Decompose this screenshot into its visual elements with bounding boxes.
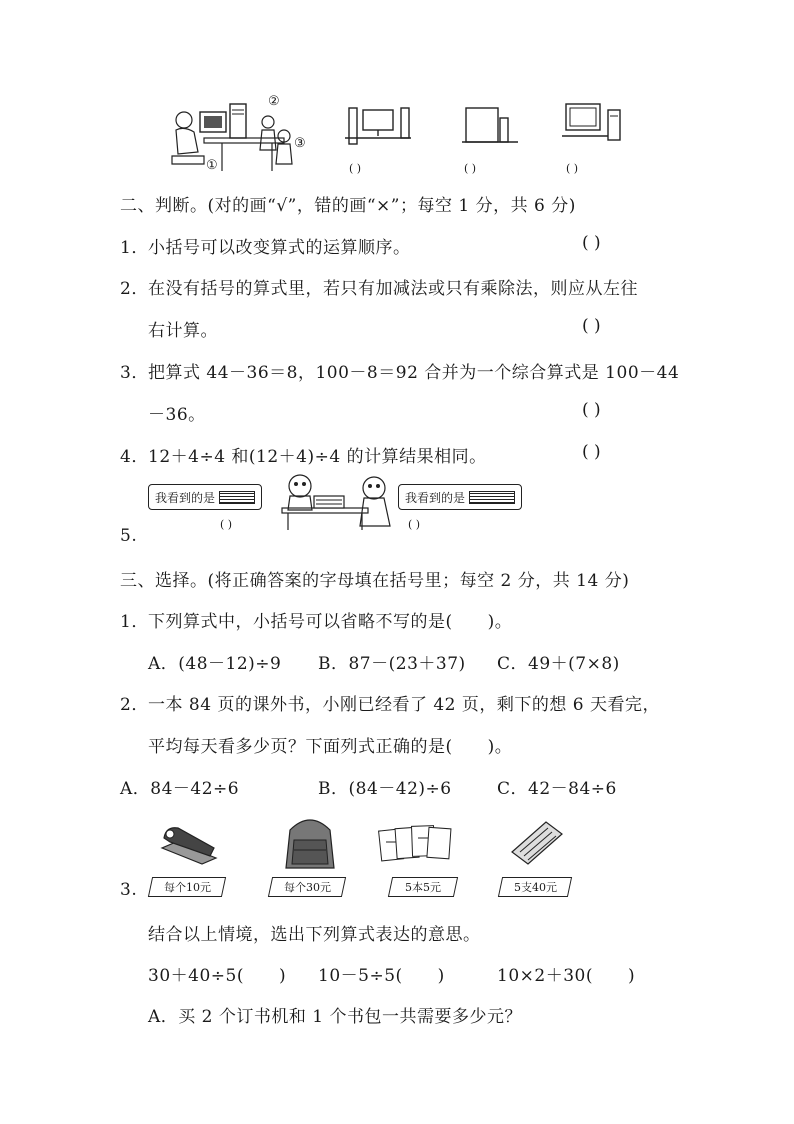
s2-q2-answer-paren[interactable]: ( ) <box>582 316 601 336</box>
left-speech-text: 我看到的是 <box>155 490 216 505</box>
s3-q3-expr-3[interactable]: 10×2＋30( ) <box>497 966 636 986</box>
label-3: ③ <box>294 136 306 151</box>
view-1-paren[interactable]: ( ) <box>349 162 362 175</box>
s2-q1-number: 1． <box>120 238 149 258</box>
computer-scene-icon <box>164 96 314 176</box>
notebooks-icon <box>378 822 458 872</box>
section-3-title: 三、选择。(将正确答案的字母填在括号里；每空 2 分，共 14 分) <box>120 571 630 591</box>
price-tag-stapler: 每个10元 <box>148 877 226 897</box>
book-stack-icon <box>219 491 255 504</box>
s3-q1-text: 下列算式中，小括号可以省略不写的是( )。 <box>148 612 513 632</box>
s3-q3-option-a: A．买 2 个订书机和 1 个书包一共需要多少元？ <box>148 1007 523 1027</box>
s2-q3-text-cont: －36。 <box>148 405 206 425</box>
s2-q4-answer-paren[interactable]: ( ) <box>582 442 601 462</box>
s3-q2-text-cont: 平均每天看多少页？下面列式正确的是( )。 <box>148 737 513 757</box>
side-view-icon <box>462 104 518 148</box>
s3-q2-option-b: B．(84－42)÷6 <box>318 779 452 799</box>
view-option-3 <box>562 102 628 148</box>
view-option-2 <box>462 104 518 148</box>
notebooks-image <box>378 822 458 872</box>
backpack-image <box>280 810 340 874</box>
right-speech-text: 我看到的是 <box>405 490 466 505</box>
s3-q1-number: 1． <box>120 612 149 632</box>
label-1: ① <box>206 158 218 173</box>
s2-q1-answer-paren[interactable]: ( ) <box>582 233 601 253</box>
top-view-icon <box>562 102 628 148</box>
s2-q4-text: 12＋4÷4 和(12＋4)÷4 的计算结果相同。 <box>148 447 487 467</box>
s2-q5-left-paren[interactable]: ( ) <box>220 518 233 531</box>
s2-q5-number: 5. <box>120 526 138 546</box>
view-option-1 <box>345 104 411 148</box>
kids-at-table-illustration <box>278 470 400 532</box>
backpack-icon <box>280 810 340 874</box>
s2-q2-text-cont: 右计算。 <box>148 321 218 341</box>
s3-q3-expr-2[interactable]: 10－5÷5( ) <box>318 966 445 986</box>
s3-q3-number: 3. <box>120 880 138 900</box>
section-2-title: 二、判断。(对的画“√”，错的画“×”；每空 1 分，共 6 分) <box>120 196 576 216</box>
pens-icon <box>506 816 568 872</box>
s2-q2-text: 在没有括号的算式里，若只有加减法或只有乘除法，则应从左往 <box>148 279 638 299</box>
s3-q2-option-c: C．42－84÷6 <box>497 779 617 799</box>
s3-q1-option-b: B．87－(23＋37) <box>318 654 466 674</box>
stapler-image <box>158 818 220 870</box>
view-3-paren[interactable]: ( ) <box>566 162 579 175</box>
s3-q1-option-c: C．49＋(7×8) <box>497 654 620 674</box>
s2-q3-number: 3． <box>120 363 149 383</box>
s3-q2-option-a: A．84－42÷6 <box>120 779 240 799</box>
pens-image <box>506 816 568 872</box>
right-speech-bubble <box>398 484 522 510</box>
price-tag-notebooks: 5本5元 <box>388 877 458 897</box>
s3-q2-number: 2． <box>120 695 149 715</box>
s3-q3-intro: 结合以上情境，选出下列算式表达的意思。 <box>148 925 481 945</box>
left-speech-bubble <box>148 484 262 510</box>
s3-q2-text: 一本 84 页的课外书，小刚已经看了 42 页，剩下的想 6 天看完， <box>148 695 661 715</box>
price-tag-backpack: 每个30元 <box>268 877 346 897</box>
two-kids-icon <box>278 470 400 532</box>
s2-q5-right-paren[interactable]: ( ) <box>408 518 421 531</box>
stapler-icon <box>158 818 220 870</box>
price-tag-pens: 5支40元 <box>498 877 572 897</box>
label-2: ② <box>268 94 280 109</box>
s3-q3-expr-1[interactable]: 30＋40÷5( ) <box>148 966 287 986</box>
scene-illustration <box>164 96 314 176</box>
s2-q3-text: 把算式 44－36＝8，100－8＝92 合并为一个综合算式是 100－44 <box>148 363 680 383</box>
s2-q1-text: 小括号可以改变算式的运算顺序。 <box>148 238 411 258</box>
s2-q3-answer-paren[interactable]: ( ) <box>582 400 601 420</box>
s2-q2-number: 2． <box>120 279 149 299</box>
s3-q1-option-a: A．(48－12)÷9 <box>148 654 282 674</box>
s2-q4-number: 4． <box>120 447 149 467</box>
view-2-paren[interactable]: ( ) <box>464 162 477 175</box>
front-view-icon <box>345 104 411 148</box>
book-side-icon <box>469 491 515 504</box>
